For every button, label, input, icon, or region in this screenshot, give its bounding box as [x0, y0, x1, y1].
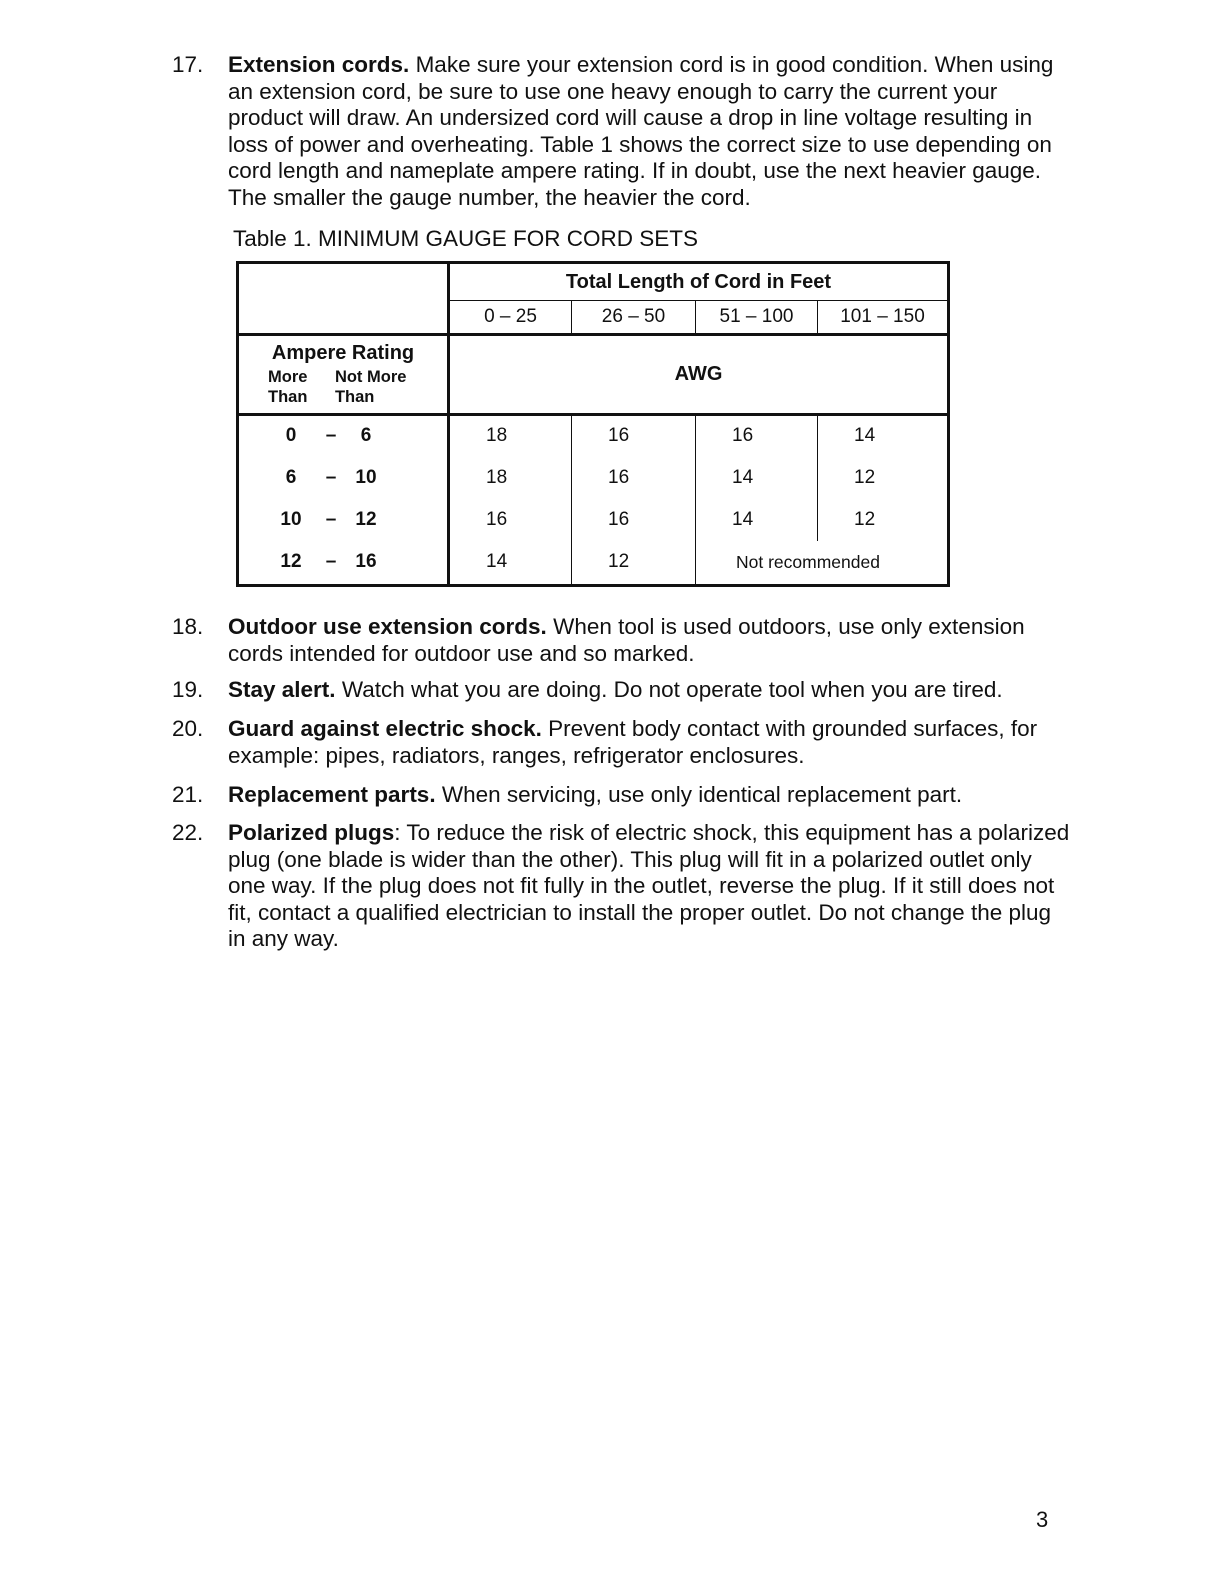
- item-title: Guard against electric shock.: [228, 716, 542, 741]
- gauge-cell: 12: [572, 541, 696, 586]
- item-number: 19.: [172, 677, 204, 702]
- gauge-cell: 16: [486, 508, 508, 530]
- list-item-21: [172, 782, 1072, 809]
- item-number: 18.: [172, 614, 204, 639]
- gauge-cell: 14: [696, 499, 818, 541]
- gauge-cell: 18: [486, 466, 508, 488]
- ampere-rating-title: Ampere Rating: [271, 342, 415, 364]
- item-text: When servicing, use only identical replacement part.: [441, 782, 963, 807]
- gauge-cell: 16: [572, 499, 696, 541]
- table-corner-cell: [238, 263, 449, 335]
- length-range-101-150: 101 – 150: [818, 301, 949, 335]
- gauge-cell: 14: [696, 457, 818, 499]
- gauge-cell: 12: [818, 457, 949, 499]
- gauge-cell: 14: [449, 541, 572, 586]
- item-number: 21.: [172, 782, 204, 807]
- length-range-0-25: 0 – 25: [449, 301, 572, 335]
- list-item-18: [172, 614, 1072, 667]
- item-number: 22.: [172, 820, 204, 845]
- table-caption: Table 1. MINIMUM GAUGE FOR CORD SETS: [233, 226, 699, 251]
- item-text: Prevent body contact with grounded surfaces, for example: pipes, radiators, ranges, refrigerator enclosures.: [228, 716, 1038, 768]
- item-title: Extension cords.: [228, 52, 410, 77]
- list-item-17: [172, 52, 1072, 211]
- not-more-than-label: Not More Than: [334, 368, 407, 406]
- ampere-range: 6 – 10: [238, 457, 449, 499]
- item-title: Outdoor use extension cords.: [228, 614, 547, 639]
- item-title: Stay alert.: [228, 677, 336, 702]
- item-title-suffix: :: [394, 820, 401, 845]
- item-text: Make sure your extension cord is in good condition. When using an extension cord, be sure to use one heavy enough to carry the current your product will draw. An undersized cord will cause a drop in line voltage resulting in loss of power and overheating. Table 1 shows the correct size to use depending on cord length and nameplate ampere rating. If in doubt, use the next heavier gauge. The smaller the gauge number, the heavier the cord.: [228, 52, 1054, 210]
- item-title: Polarized plugs: [228, 820, 395, 845]
- length-range-26-50: 26 – 50: [572, 301, 696, 335]
- list-item-19: [172, 677, 1072, 704]
- item-text: When tool is used outdoors, use only extension cords intended for outdoor use and so marked.: [228, 614, 1025, 666]
- ampere-range: 0 – 6: [238, 415, 449, 457]
- length-header: Total Length of Cord in Feet: [449, 263, 949, 301]
- gauge-cell: 16: [696, 415, 818, 457]
- gauge-cell: 14: [818, 415, 949, 457]
- table-row: [238, 541, 949, 586]
- gauge-cell: 12: [818, 499, 949, 541]
- list-item-22: [172, 820, 1072, 953]
- length-range-51-100: 51 – 100: [696, 301, 818, 335]
- table-row: [238, 499, 949, 541]
- gauge-cell: 16: [572, 415, 696, 457]
- cord-gauge-table: [236, 261, 950, 587]
- not-recommended-cell: Not recommended: [696, 541, 949, 586]
- item-title: Replacement parts.: [228, 782, 436, 807]
- awg-label: AWG: [449, 335, 949, 415]
- ampere-range: 12 – 16: [238, 541, 449, 586]
- ampere-rating-header: [238, 335, 449, 415]
- ampere-range: 10 – 12: [238, 499, 449, 541]
- gauge-cell: 16: [572, 457, 696, 499]
- list-item-20: [172, 716, 1072, 769]
- item-number: 17.: [172, 52, 204, 77]
- item-number: 20.: [172, 716, 204, 741]
- more-than-label: More Than: [268, 368, 308, 406]
- table-row: [238, 457, 949, 499]
- item-text: Watch what you are doing. Do not operate tool when you are tired.: [341, 677, 1003, 702]
- table-row: [238, 415, 949, 457]
- gauge-cell: 18: [486, 425, 508, 447]
- item-text: To reduce the risk of electric shock, this equipment has a polarized plug (one blade is wider than the other). This plug will fit in a polarized outlet only one way. If the plug does not fit fully in the outlet, reverse the plug. If it still does not fit, contact a qualified electrician to install the proper outlet. Do not change the plug in any way.: [228, 820, 1070, 951]
- page-number: 3: [1036, 1507, 1049, 1532]
